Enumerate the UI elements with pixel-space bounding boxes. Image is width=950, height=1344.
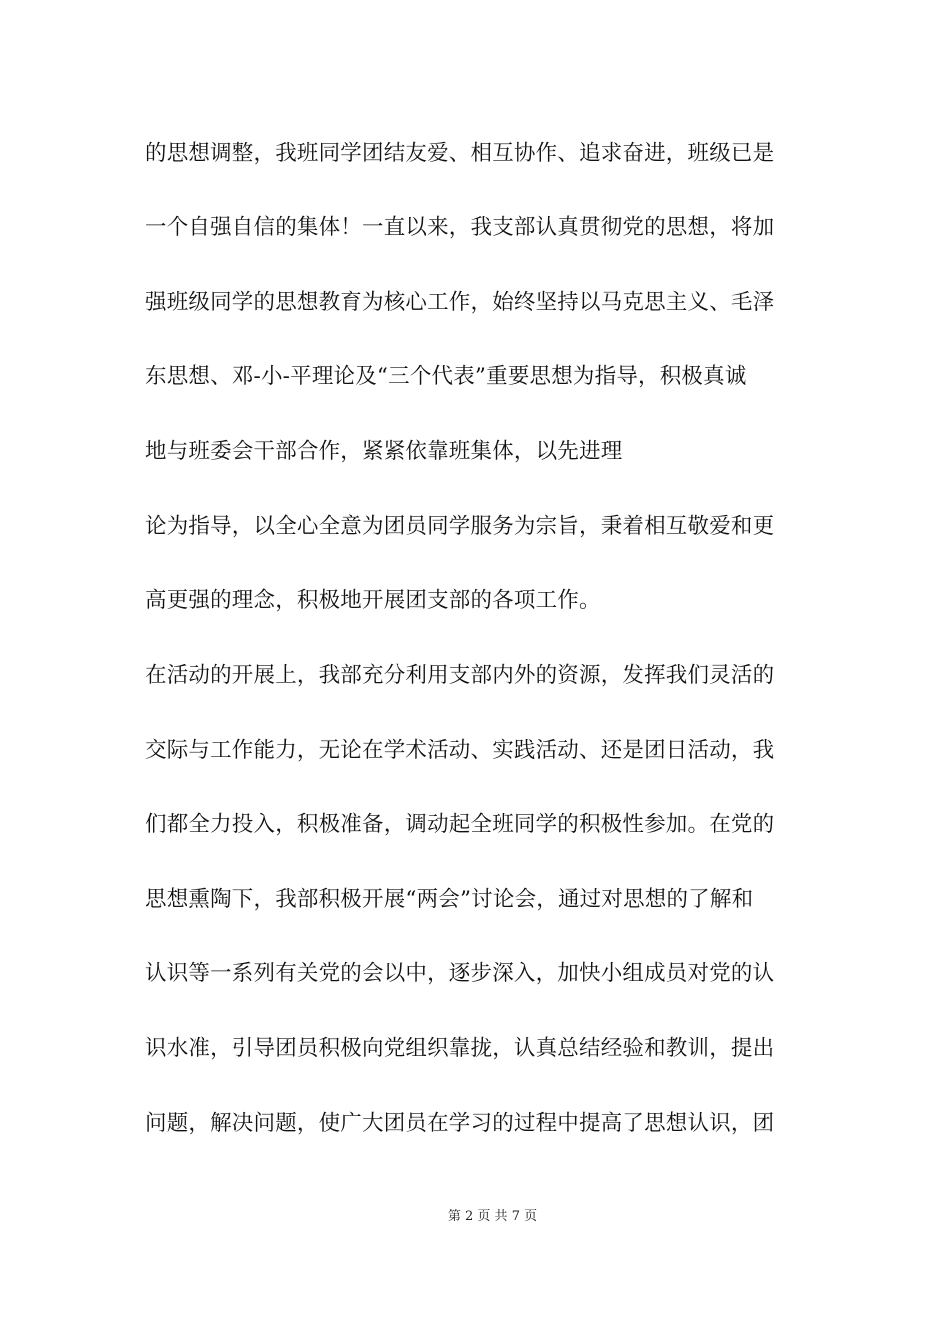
text-line: 们都全力投入，积极准备，调动起全班同学的积极性参加。在党的 [145, 812, 775, 837]
text-line: 地与班委会干部合作，紧紧依靠班集体，以先进理 [145, 439, 623, 464]
text-line: 识水准，引导团员积极向党组织靠拢，认真总结经验和教训，提出 [145, 1036, 775, 1061]
text-line: 的思想调整，我班同学团结友爱、相互协作、追求奋进，班级已是 [145, 141, 775, 166]
text-line: 问题，解决问题，使广大团员在学习的过程中提高了思想认识，团 [145, 1111, 775, 1136]
page-footer [0, 1208, 950, 1226]
page-number: 第 2 页 共 7 页 [447, 1209, 538, 1224]
text-line: 高更强的理念，积极地开展团支部的各项工作。 [145, 588, 601, 613]
text-line: 交际与工作能力，无论在学术活动、实践活动、还是团日活动，我 [145, 738, 775, 763]
text-line: 一个自强自信的集体！一直以来，我支部认真贯彻党的思想，将加 [145, 215, 775, 240]
text-line: 东思想、邓-小-平理论及“三个代表”重要思想为指导，积极真诚 [145, 364, 747, 389]
text-line: 认识等一系列有关党的会以中，逐步深入，加快小组成员对党的认 [145, 961, 775, 986]
text-line: 在活动的开展上，我部充分利用支部内外的资源，发挥我们灵活的 [145, 663, 775, 688]
text-line: 论为指导，以全心全意为团员同学服务为宗旨，秉着相互敬爱和更 [145, 514, 775, 539]
text-line: 强班级同学的思想教育为核心工作，始终坚持以马克思主义、毛泽 [145, 290, 775, 315]
text-line: 思想熏陶下，我部积极开展“两会”讨论会，通过对思想的了解和 [145, 887, 754, 912]
